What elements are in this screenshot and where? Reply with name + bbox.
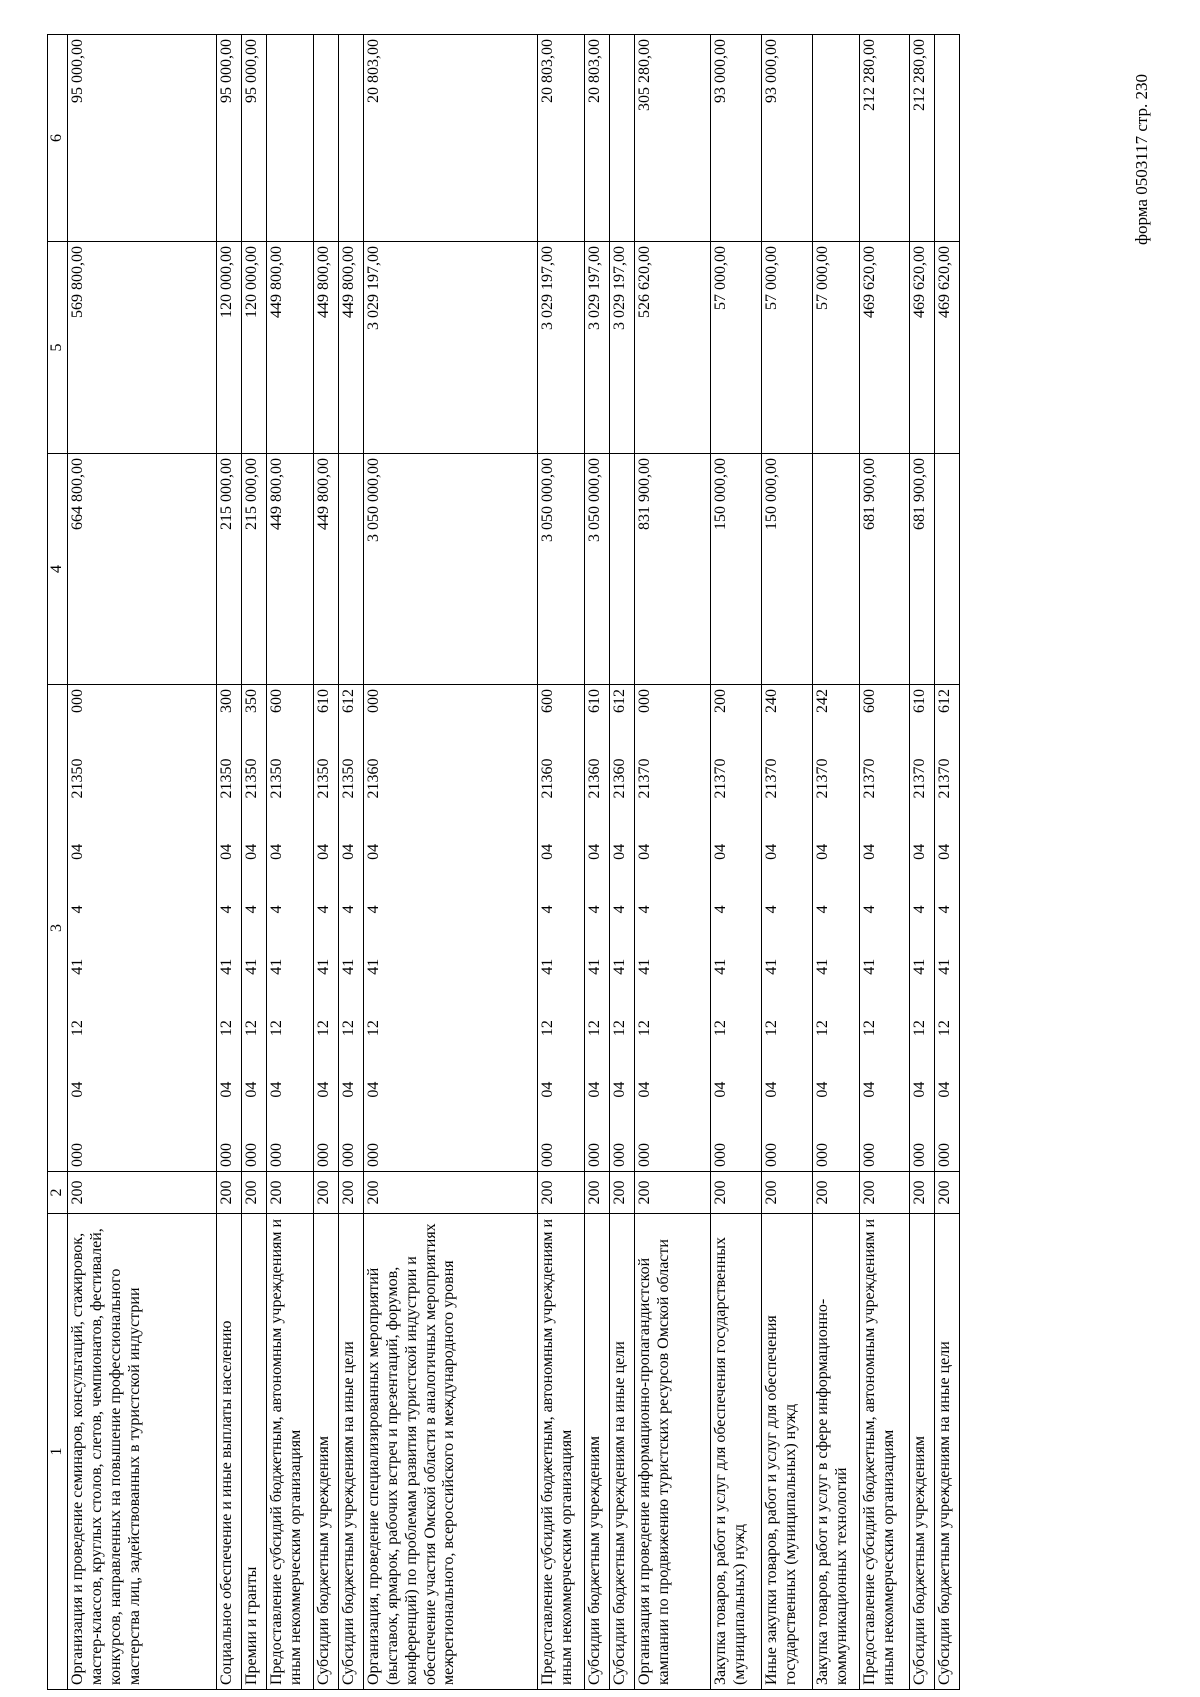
table-row	[584, 35, 609, 1690]
budget-code-part: 000	[538, 1143, 556, 1167]
budget-code-part: 12	[339, 1020, 357, 1037]
row-approved: 3 050 000,00	[584, 454, 609, 685]
budget-code-part: 000	[217, 1143, 235, 1167]
budget-code-part: 000	[585, 1143, 603, 1167]
row-approved: 215 000,00	[216, 454, 241, 685]
row-unexecuted	[609, 35, 634, 242]
row-name: Субсидии бюджетным учреждениям на иные цели	[338, 1214, 363, 1690]
table-row	[537, 35, 584, 1690]
budget-code-part: 4	[762, 905, 780, 914]
budget-code-part: 04	[610, 1081, 628, 1098]
budget-code-part: 04	[635, 1081, 653, 1098]
row-budget-code	[363, 685, 537, 1172]
budget-code-part: 04	[935, 843, 953, 860]
row-executed: 469 620,00	[859, 242, 909, 454]
row-name: Предоставление субсидий бюджетным, автономным учреждениям и иным некоммерческим организациям	[266, 1214, 313, 1690]
budget-code-parts	[814, 689, 833, 1167]
budget-code-part: 04	[339, 1081, 357, 1098]
table-row	[859, 35, 909, 1690]
table-row	[241, 35, 266, 1690]
budget-code-parts	[268, 689, 287, 1167]
table-row	[363, 35, 537, 1690]
budget-code-part: 242	[813, 689, 831, 714]
budget-code-part: 04	[267, 1081, 285, 1098]
budget-code-part: 04	[635, 843, 653, 860]
budget-code-part: 000	[267, 1143, 285, 1167]
row-approved: 150 000,00	[710, 454, 761, 685]
budget-code-part: 12	[314, 1020, 332, 1037]
budget-code-part: 04	[813, 1081, 831, 1098]
budget-code-part: 21370	[711, 758, 729, 799]
budget-code-part: 4	[910, 905, 928, 914]
budget-code-part: 12	[635, 1020, 653, 1037]
row-budget-code	[584, 685, 609, 1172]
row-unexecuted: 212 280,00	[859, 35, 909, 242]
row-executed: 569 800,00	[67, 242, 216, 454]
budget-code-part: 12	[860, 1020, 878, 1037]
budget-code-part: 21350	[339, 758, 357, 799]
budget-code-part: 612	[339, 689, 357, 714]
row-executed: 469 620,00	[934, 242, 959, 454]
row-unexecuted: 20 803,00	[537, 35, 584, 242]
row-line-code: 200	[812, 1172, 859, 1214]
row-unexecuted: 305 280,00	[634, 35, 710, 242]
row-name: Субсидии бюджетным учреждениям	[313, 1214, 338, 1690]
table-row	[67, 35, 216, 1690]
budget-code-part: 04	[860, 843, 878, 860]
budget-code-part: 04	[762, 1081, 780, 1098]
budget-code-part: 04	[68, 1081, 86, 1098]
budget-code-part: 04	[217, 1081, 235, 1098]
budget-code-part: 21360	[538, 758, 556, 799]
row-unexecuted: 95 000,00	[216, 35, 241, 242]
budget-code-part: 12	[813, 1020, 831, 1037]
row-line-code: 200	[909, 1172, 934, 1214]
budget-code-part: 300	[217, 689, 235, 714]
budget-code-part: 04	[538, 843, 556, 860]
budget-code-parts	[712, 689, 731, 1167]
budget-code-part: 04	[711, 843, 729, 860]
budget-code-part: 04	[314, 843, 332, 860]
budget-code-part: 612	[935, 689, 953, 714]
budget-code-part: 04	[910, 1081, 928, 1098]
budget-code-part: 04	[364, 1081, 382, 1098]
budget-code-part: 41	[217, 958, 235, 975]
budget-code-part: 21350	[314, 758, 332, 799]
header-col-6: 6	[48, 35, 68, 242]
budget-code-part: 04	[314, 1081, 332, 1098]
budget-code-part: 21350	[267, 758, 285, 799]
budget-code-part: 000	[68, 1143, 86, 1167]
budget-code-part: 21370	[813, 758, 831, 799]
row-budget-code	[934, 685, 959, 1172]
table-row	[609, 35, 634, 1690]
table-row	[909, 35, 934, 1690]
row-executed: 120 000,00	[216, 242, 241, 454]
row-budget-code	[634, 685, 710, 1172]
budget-code-part: 41	[610, 958, 628, 975]
budget-code-part: 4	[538, 905, 556, 914]
budget-code-part: 000	[635, 1143, 653, 1167]
table-row	[338, 35, 363, 1690]
budget-code-parts	[365, 689, 384, 1167]
row-approved	[338, 454, 363, 685]
budget-code-part: 4	[339, 905, 357, 914]
table-row	[710, 35, 761, 1690]
row-name: Закупка товаров, работ и услуг в сфере информационно-коммуникационных технологий	[812, 1214, 859, 1690]
table-row	[313, 35, 338, 1690]
budget-code-part: 000	[242, 1143, 260, 1167]
budget-code-part: 04	[762, 843, 780, 860]
budget-code-parts	[936, 689, 955, 1167]
budget-code-part: 04	[585, 843, 603, 860]
budget-code-parts	[763, 689, 782, 1167]
row-budget-code	[859, 685, 909, 1172]
row-approved: 449 800,00	[313, 454, 338, 685]
budget-code-part: 12	[68, 1020, 86, 1037]
budget-code-part: 04	[242, 843, 260, 860]
row-executed: 57 000,00	[710, 242, 761, 454]
row-executed: 57 000,00	[761, 242, 812, 454]
budget-code-part: 612	[610, 689, 628, 714]
budget-code-parts	[315, 689, 334, 1167]
header-col-1: 1	[48, 1214, 68, 1690]
budget-code-part: 21370	[860, 758, 878, 799]
budget-code-part: 4	[217, 905, 235, 914]
budget-code-part: 000	[314, 1143, 332, 1167]
budget-code-part: 000	[635, 689, 653, 714]
row-name: Организация, проведение специализированных мероприятий (выставок, ярмарок, рабочих встреч и презентаций, форумов, конференций) по проблемам развития туристской индустрии и обеспечение участия Омской области в аналогичных мероприятиях межрегионального, всероссийского и международного уровня	[363, 1214, 537, 1690]
row-name: Премии и гранты	[241, 1214, 266, 1690]
row-unexecuted: 95 000,00	[241, 35, 266, 242]
budget-code-part: 12	[585, 1020, 603, 1037]
row-line-code: 200	[67, 1172, 216, 1214]
table-row	[761, 35, 812, 1690]
budget-code-part: 41	[538, 958, 556, 975]
budget-code-part: 000	[610, 1143, 628, 1167]
budget-code-part: 200	[711, 689, 729, 714]
budget-code-part: 04	[585, 1081, 603, 1098]
row-name: Социальное обеспечение и иные выплаты населению	[216, 1214, 241, 1690]
budget-code-parts	[611, 689, 630, 1167]
row-approved: 681 900,00	[859, 454, 909, 685]
row-budget-code	[761, 685, 812, 1172]
budget-code-part: 12	[610, 1020, 628, 1037]
row-executed: 3 029 197,00	[363, 242, 537, 454]
row-name: Организация и проведение семинаров, консультаций, стажировок, мастер-классов, круглых столов, слетов, чемпионатов, фестивалей, конкурсов, направленных на повышение профессионального мастерства лиц, задействованных в туристской индустрии	[67, 1214, 216, 1690]
budget-code-part: 41	[242, 958, 260, 975]
row-budget-code	[67, 685, 216, 1172]
budget-code-part: 04	[242, 1081, 260, 1098]
row-executed: 57 000,00	[812, 242, 859, 454]
budget-code-part: 12	[267, 1020, 285, 1037]
table-row	[266, 35, 313, 1690]
row-budget-code	[710, 685, 761, 1172]
budget-code-part: 240	[762, 689, 780, 714]
row-unexecuted	[934, 35, 959, 242]
budget-code-part: 12	[538, 1020, 556, 1037]
row-line-code: 200	[584, 1172, 609, 1214]
header-row	[48, 35, 68, 1690]
row-line-code: 200	[609, 1172, 634, 1214]
budget-code-part: 41	[635, 958, 653, 975]
budget-code-part: 41	[364, 958, 382, 975]
row-approved: 3 050 000,00	[363, 454, 537, 685]
row-unexecuted: 93 000,00	[761, 35, 812, 242]
budget-code-part: 4	[242, 905, 260, 914]
budget-code-part: 12	[711, 1020, 729, 1037]
row-line-code: 200	[761, 1172, 812, 1214]
row-unexecuted	[313, 35, 338, 242]
budget-code-part: 12	[910, 1020, 928, 1037]
budget-code-part: 41	[762, 958, 780, 975]
row-line-code: 200	[241, 1172, 266, 1214]
budget-code-part: 41	[860, 958, 878, 975]
row-budget-code	[216, 685, 241, 1172]
row-unexecuted: 212 280,00	[909, 35, 934, 242]
row-line-code: 200	[710, 1172, 761, 1214]
budget-code-part: 04	[68, 843, 86, 860]
budget-code-part: 04	[267, 843, 285, 860]
row-executed: 449 800,00	[313, 242, 338, 454]
budget-code-part: 000	[910, 1143, 928, 1167]
row-unexecuted: 20 803,00	[584, 35, 609, 242]
budget-code-part: 4	[935, 905, 953, 914]
budget-code-part: 000	[68, 689, 86, 714]
budget-code-part: 12	[935, 1020, 953, 1037]
budget-code-part: 04	[935, 1081, 953, 1098]
row-unexecuted: 95 000,00	[67, 35, 216, 242]
row-approved: 3 050 000,00	[537, 454, 584, 685]
budget-code-parts	[218, 689, 237, 1167]
row-name: Субсидии бюджетным учреждениям на иные цели	[609, 1214, 634, 1690]
row-executed: 526 620,00	[634, 242, 710, 454]
row-name: Закупка товаров, работ и услуг для обеспечения государственных (муниципальных) нужд	[710, 1214, 761, 1690]
budget-code-part: 600	[267, 689, 285, 714]
budget-code-part: 04	[910, 843, 928, 860]
row-executed: 449 800,00	[338, 242, 363, 454]
row-approved: 831 900,00	[634, 454, 710, 685]
row-unexecuted	[812, 35, 859, 242]
budget-code-parts	[586, 689, 605, 1167]
budget-code-part: 4	[635, 905, 653, 914]
budget-code-part: 21370	[910, 758, 928, 799]
row-line-code: 200	[634, 1172, 710, 1214]
budget-code-parts	[243, 689, 262, 1167]
budget-code-part: 000	[935, 1143, 953, 1167]
table-row	[812, 35, 859, 1690]
budget-code-part: 600	[860, 689, 878, 714]
budget-code-part: 350	[242, 689, 260, 714]
row-name: Предоставление субсидий бюджетным, автономным учреждениям и иным некоммерческим организациям	[537, 1214, 584, 1690]
row-unexecuted	[338, 35, 363, 242]
row-line-code: 200	[934, 1172, 959, 1214]
budget-code-part: 4	[813, 905, 831, 914]
budget-code-part: 21360	[610, 758, 628, 799]
form-label: форма 0503117 стр. 230	[1132, 74, 1151, 245]
budget-code-part: 4	[585, 905, 603, 914]
row-executed: 3 029 197,00	[584, 242, 609, 454]
row-budget-code	[537, 685, 584, 1172]
header-col-4: 4	[48, 454, 68, 685]
budget-code-part: 21360	[585, 758, 603, 799]
row-unexecuted: 20 803,00	[363, 35, 537, 242]
budget-code-part: 04	[538, 1081, 556, 1098]
row-budget-code	[338, 685, 363, 1172]
budget-code-part: 12	[217, 1020, 235, 1037]
row-approved	[934, 454, 959, 685]
row-approved: 664 800,00	[67, 454, 216, 685]
header-col-5: 5	[48, 242, 68, 454]
budget-code-part: 610	[910, 689, 928, 714]
budget-code-part: 21370	[635, 758, 653, 799]
row-budget-code	[241, 685, 266, 1172]
row-line-code: 200	[266, 1172, 313, 1214]
row-executed: 3 029 197,00	[609, 242, 634, 454]
budget-code-part: 04	[610, 843, 628, 860]
row-approved	[609, 454, 634, 685]
budget-code-part: 000	[364, 689, 382, 714]
budget-code-part: 12	[242, 1020, 260, 1037]
budget-code-part: 12	[762, 1020, 780, 1037]
budget-code-part: 600	[538, 689, 556, 714]
budget-code-part: 4	[68, 905, 86, 914]
budget-code-part: 21350	[217, 758, 235, 799]
budget-code-part: 4	[267, 905, 285, 914]
row-name: Предоставление субсидий бюджетным, автономным учреждениям и иным некоммерческим организациям	[859, 1214, 909, 1690]
row-line-code: 200	[537, 1172, 584, 1214]
budget-code-part: 41	[314, 958, 332, 975]
budget-code-part: 04	[339, 843, 357, 860]
budget-code-part: 000	[813, 1143, 831, 1167]
row-budget-code	[812, 685, 859, 1172]
budget-code-part: 41	[68, 958, 86, 975]
row-budget-code	[909, 685, 934, 1172]
table-row	[934, 35, 959, 1690]
row-name: Иные закупки товаров, работ и услуг для обеспечения государственных (муниципальных) нужд	[761, 1214, 812, 1690]
budget-code-part: 000	[762, 1143, 780, 1167]
row-executed: 3 029 197,00	[537, 242, 584, 454]
budget-code-part: 21370	[935, 758, 953, 799]
budget-code-part: 4	[610, 905, 628, 914]
budget-code-part: 41	[339, 958, 357, 975]
row-line-code: 200	[338, 1172, 363, 1214]
budget-code-part: 41	[813, 958, 831, 975]
row-line-code: 200	[859, 1172, 909, 1214]
table-row	[216, 35, 241, 1690]
budget-code-part: 04	[860, 1081, 878, 1098]
budget-code-part: 4	[364, 905, 382, 914]
header-col-2: 2	[48, 1172, 68, 1214]
budget-code-part: 12	[364, 1020, 382, 1037]
budget-code-part: 610	[314, 689, 332, 714]
table-row	[634, 35, 710, 1690]
budget-code-parts	[911, 689, 930, 1167]
row-approved: 150 000,00	[761, 454, 812, 685]
budget-code-part: 21350	[242, 758, 260, 799]
budget-code-part: 41	[935, 958, 953, 975]
budget-code-part: 04	[813, 843, 831, 860]
row-unexecuted: 93 000,00	[710, 35, 761, 242]
budget-code-parts	[539, 689, 558, 1167]
budget-code-parts	[69, 689, 88, 1167]
row-executed: 449 800,00	[266, 242, 313, 454]
budget-code-part: 610	[585, 689, 603, 714]
row-approved: 449 800,00	[266, 454, 313, 685]
budget-code-part: 04	[711, 1081, 729, 1098]
budget-code-part: 41	[585, 958, 603, 975]
row-budget-code	[313, 685, 338, 1172]
budget-table	[47, 34, 960, 1690]
row-line-code: 200	[313, 1172, 338, 1214]
row-name: Субсидии бюджетным учреждениям	[584, 1214, 609, 1690]
budget-code-part: 04	[364, 843, 382, 860]
budget-code-parts	[340, 689, 359, 1167]
budget-code-part: 4	[314, 905, 332, 914]
budget-code-part: 04	[217, 843, 235, 860]
budget-code-part: 4	[860, 905, 878, 914]
budget-code-part: 21350	[68, 758, 86, 799]
row-budget-code	[266, 685, 313, 1172]
budget-code-part: 41	[711, 958, 729, 975]
budget-code-part: 21360	[364, 758, 382, 799]
row-line-code: 200	[363, 1172, 537, 1214]
row-approved: 215 000,00	[241, 454, 266, 685]
row-name: Субсидии бюджетным учреждениям на иные цели	[934, 1214, 959, 1690]
row-approved: 681 900,00	[909, 454, 934, 685]
row-executed: 120 000,00	[241, 242, 266, 454]
row-name: Организация и проведение информационно-пропагандистской кампании по продвижению туристских ресурсов Омской области	[634, 1214, 710, 1690]
budget-code-part: 21370	[762, 758, 780, 799]
budget-code-part: 41	[910, 958, 928, 975]
row-approved	[812, 454, 859, 685]
row-line-code: 200	[216, 1172, 241, 1214]
row-budget-code	[609, 685, 634, 1172]
budget-code-parts	[861, 689, 880, 1167]
budget-code-part: 41	[267, 958, 285, 975]
budget-code-part: 000	[364, 1143, 382, 1167]
row-name: Субсидии бюджетным учреждениям	[909, 1214, 934, 1690]
budget-code-part: 000	[339, 1143, 357, 1167]
budget-code-part: 000	[711, 1143, 729, 1167]
row-unexecuted	[266, 35, 313, 242]
budget-code-part: 4	[711, 905, 729, 914]
budget-code-part: 000	[860, 1143, 878, 1167]
budget-code-parts	[636, 689, 655, 1167]
header-col-3: 3	[48, 685, 68, 1172]
row-executed: 469 620,00	[909, 242, 934, 454]
